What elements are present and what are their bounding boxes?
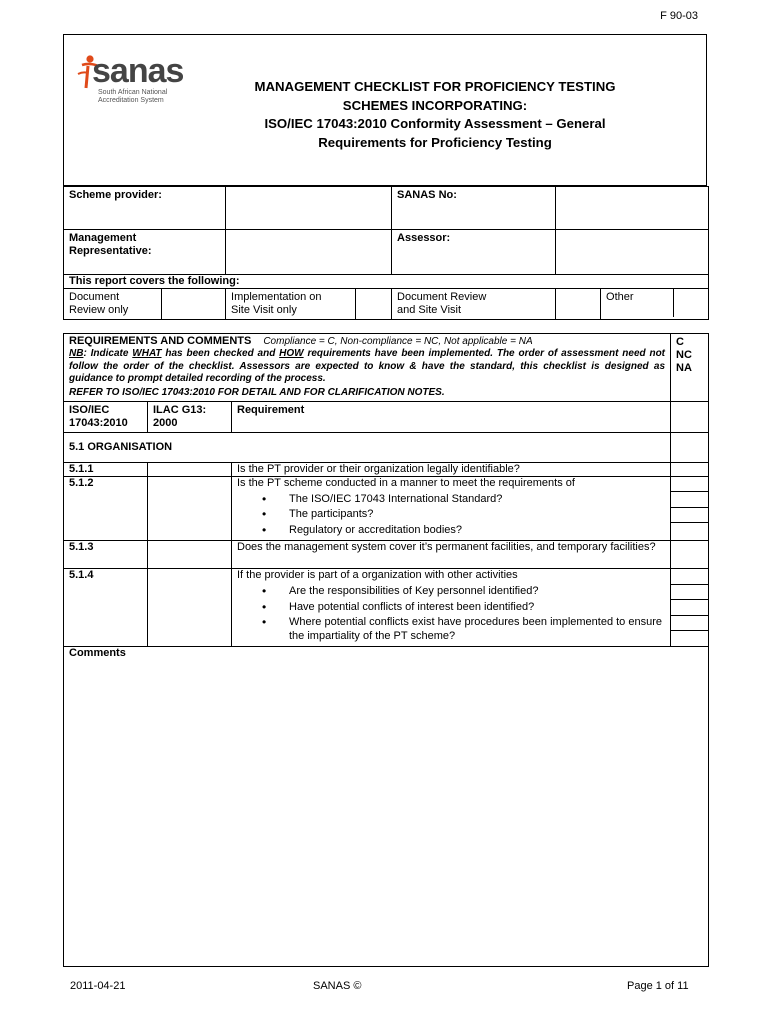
comments-label: Comments [69,646,126,659]
compliance-box[interactable] [671,584,708,600]
assessor-label: Assessor: [392,230,556,275]
checkbox-other[interactable] [673,289,708,317]
compliance-legend: Compliance = C, Non-compliance = NC, Not applicable = NA [263,336,533,347]
option-document-review-only [64,289,162,320]
checkbox-implementation-site-visit[interactable] [356,289,392,320]
item-requirement [232,476,671,541]
col-header-compliance [671,401,709,432]
logo-subtitle-2: Accreditation System [98,97,164,104]
nb-what: WHAT [132,348,162,359]
bullet-item: • Regulatory or accreditation bodies? [289,523,665,539]
sanas-logo [76,52,196,112]
ilac-ref [148,541,232,569]
logo-wordmark: sanas [92,52,184,90]
scheme-provider-field[interactable] [226,187,392,230]
compliance-box[interactable] [671,600,708,616]
item-requirement [232,569,671,647]
item-number: 5.1.4 [64,569,148,647]
footer-page-number: Page 1 of 11 [627,980,689,992]
option-label-line: Document [69,291,120,303]
option-label-line: and Site Visit [397,304,462,316]
title-line-2: SCHEMES INCORPORATING: [342,97,528,113]
item-bullets [237,492,665,539]
option-document-review-site-visit [392,289,556,320]
checkbox-document-review-only[interactable] [162,289,226,320]
nb-note [69,348,665,386]
item-text: Is the PT scheme conducted in a manner to meet the requirements of [237,476,575,489]
item-number: 5.1.2 [64,476,148,541]
scheme-provider-label: Scheme provider: [64,187,226,230]
option-other-cell [601,289,709,320]
nb-text: : Indicate [83,348,133,359]
sanas-no-field[interactable] [556,187,709,230]
code-c: C [676,336,684,348]
compliance-subboxes [671,569,708,646]
compliance-subboxes [671,477,708,538]
section-heading: 5.1 ORGANISATION [64,432,671,462]
bullet-item: • The participants? [289,507,665,523]
footer-date: 2011-04-21 [70,980,126,992]
requirements-heading: REQUIREMENTS AND COMMENTS [69,335,252,347]
management-label-line-1: Management [69,232,137,244]
checklist-table [63,333,709,967]
compliance-box[interactable] [671,523,708,538]
management-rep-label [64,230,226,275]
option-label-line: Document Review [397,291,487,303]
col-header-line: 17043:2010 [69,416,128,429]
bullet-item: • The ISO/IEC 17043 International Standard? [289,492,665,508]
col-header-line: ILAC G13: [153,403,207,416]
item-number: 5.1.1 [64,462,148,476]
nb-text: requirements have been implemented. The order of assessment need not follow the order of the checklist. Assessors are expected to know & have the standard, this checklist is designed as guidance to prompt detailed recording of the process. [69,348,666,384]
option-label-line: Review only [69,304,129,316]
checkbox-document-review-site-visit[interactable] [556,289,601,320]
compliance-box[interactable] [671,492,708,508]
compliance-box-group [671,476,709,541]
compliance-box[interactable] [671,615,708,631]
refer-note: REFER TO ISO/IEC 17043:2010 FOR DETAIL AND FOR CLARIFICATION NOTES. [69,386,445,398]
logo-subtitle-1: South African National [98,89,168,96]
comments-area[interactable] [64,646,709,966]
item-text: If the provider is part of a organization with other activities [237,569,518,581]
ilac-ref [148,569,232,647]
title-line-3: ISO/IEC 17043:2010 Conformity Assessment – General [264,116,606,131]
option-implementation-site-visit [226,289,356,320]
col-header-iso [64,401,148,432]
item-bullets [237,584,665,643]
title-line-1: MANAGEMENT CHECKLIST FOR PROFICIENCY TESTING [254,79,616,94]
title-line-4: Requirements for Proficiency Testing [318,134,552,150]
assessor-field[interactable] [556,230,709,275]
management-rep-field[interactable] [226,230,392,275]
compliance-box[interactable] [671,541,709,569]
item-requirement: Does the management system cover it’s permanent facilities, and temporary facilities? [232,541,671,569]
col-header-ilac [148,401,232,432]
nb-text: has been checked and [161,348,280,359]
ilac-ref [148,462,232,476]
sanas-no-label: SANAS No: [392,187,556,230]
requirements-header [64,334,671,402]
option-label-line: Site Visit only [231,304,297,316]
item-number: 5.1.3 [64,541,148,569]
compliance-box[interactable] [671,569,708,584]
col-header-requirement: Requirement [232,401,671,432]
compliance-box[interactable] [671,477,708,492]
compliance-codes [671,334,709,402]
code-nc: NC [676,349,692,361]
col-header-line: ISO/IEC [69,403,110,416]
bullet-item: • Where potential conflicts exist have procedures been implemented to ensure the impartiality of the PT scheme? [289,615,665,643]
document-title [200,78,670,152]
item-requirement: Is the PT provider or their organization legally identifiable? [232,462,671,476]
section-compliance [671,432,709,462]
code-na: NA [676,362,692,374]
compliance-box[interactable] [671,462,709,476]
compliance-box-group [671,569,709,647]
management-label-line-2: Representative: [69,245,152,257]
compliance-box[interactable] [671,631,708,646]
footer-org: SANAS © [313,980,362,992]
option-other: Other [606,291,634,303]
compliance-box[interactable] [671,507,708,523]
form-code: F 90-03 [660,10,698,22]
bullet-item: • Have potential conflicts of interest been identified? [289,600,665,616]
nb-how: HOW [279,348,304,359]
col-header-line: 2000 [153,416,178,429]
info-table [63,186,709,320]
option-label-line: Implementation on [231,291,322,303]
bullet-item: • Are the responsibilities of Key personnel identified? [289,584,665,600]
ilac-ref [148,476,232,541]
nb-label: NB [69,348,84,359]
report-covers-label: This report covers the following: [64,275,709,289]
